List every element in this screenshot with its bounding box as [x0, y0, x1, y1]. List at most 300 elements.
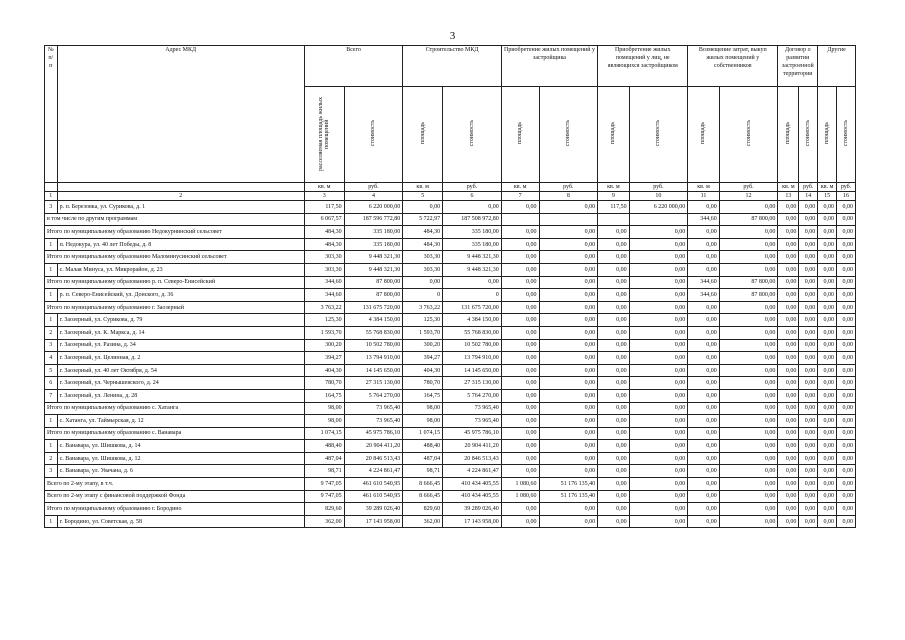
cell-value: 0,00	[501, 427, 539, 440]
row-number: 2	[45, 452, 58, 465]
header-sub	[818, 87, 837, 183]
cell-value: 0,00	[837, 276, 856, 289]
cell-value: 0,00	[403, 276, 443, 289]
column-number: 3	[304, 192, 344, 201]
cell-value: 0,00	[778, 276, 799, 289]
cell-value: 4 224 861,47	[344, 465, 403, 478]
unit-label: руб.	[719, 183, 778, 192]
cell-value: 0,00	[629, 301, 688, 314]
cell-value: 87 800,00	[344, 276, 403, 289]
cell-value: 73 965,40	[443, 402, 502, 415]
header-sub	[688, 87, 719, 183]
cell-value: 335 180,00	[443, 238, 502, 251]
cell-value: 0,00	[778, 238, 799, 251]
cell-value: 55 768 830,00	[344, 326, 403, 339]
cell-value: 0,00	[629, 440, 688, 453]
cell-value: 335 180,00	[443, 226, 502, 239]
cell-value: 362,00	[304, 515, 344, 528]
header-row-units	[45, 183, 856, 192]
cell-value: 0,00	[719, 238, 778, 251]
cell-value: 8 666,45	[403, 478, 443, 491]
cell-value: 344,60	[304, 276, 344, 289]
cell-value: 13 794 910,00	[344, 352, 403, 365]
column-number: 1	[45, 192, 58, 201]
cell-value: 0,00	[539, 301, 598, 314]
cell-value: 0,00	[818, 251, 837, 264]
cell-value: 0,00	[688, 402, 719, 415]
cell-value: 125,30	[403, 314, 443, 327]
cell-value: 487,04	[403, 452, 443, 465]
row-address: Итого по муниципальному образованию с. Хатанга	[45, 402, 305, 415]
cell-value: 335 180,00	[344, 238, 403, 251]
cell-value: 4 384 150,00	[344, 314, 403, 327]
cell-value: 0,00	[688, 238, 719, 251]
cell-value: 0,00	[799, 389, 818, 402]
cell-value: 0,00	[719, 478, 778, 491]
cell-value: 484,30	[304, 238, 344, 251]
header-num: № п/п	[45, 46, 58, 183]
table-row	[45, 364, 856, 377]
row-number: 1	[45, 263, 58, 276]
cell-value: 45 975 786,10	[344, 427, 403, 440]
cell-value: 0,00	[598, 402, 629, 415]
cell-value: 0,00	[719, 515, 778, 528]
cell-value: 0,00	[778, 263, 799, 276]
cell-value: 87 800,00	[344, 289, 403, 302]
cell-value: 45 975 786,10	[443, 427, 502, 440]
cell-value: 0,00	[719, 402, 778, 415]
cell-value: 0,00	[539, 427, 598, 440]
cell-value: 0,00	[799, 402, 818, 415]
cell-value: 0,00	[799, 352, 818, 365]
cell-value: 0,00	[688, 251, 719, 264]
unit-label: кв. м	[818, 183, 837, 192]
row-address: Всего по 2-му этапу, в т.ч.	[45, 478, 305, 491]
row-address: г. Заозерный, ул. Сурикова, д. 79	[57, 314, 304, 327]
cell-value: 164,75	[304, 389, 344, 402]
cell-value: 0,00	[688, 427, 719, 440]
cell-value: 0,00	[799, 515, 818, 528]
cell-value: 0,00	[539, 263, 598, 276]
header-sub-label: стоимость	[565, 120, 572, 147]
cell-value: 0,00	[501, 326, 539, 339]
cell-value: 0,00	[629, 389, 688, 402]
cell-value: 0,00	[688, 364, 719, 377]
cell-value: 0,00	[799, 427, 818, 440]
cell-value: 0,00	[818, 427, 837, 440]
cell-value: 0,00	[629, 377, 688, 390]
cell-value: 0	[403, 289, 443, 302]
cell-value: 4 384 150,00	[443, 314, 502, 327]
row-address: п. Недокура, ул. 40 лет Победы, д. 8	[57, 238, 304, 251]
unit-label: кв. м	[598, 183, 629, 192]
cell-value: 0,00	[719, 389, 778, 402]
header-sub-label: площадь	[517, 122, 524, 145]
cell-value: 0,00	[818, 226, 837, 239]
cell-value: 0,00	[688, 503, 719, 516]
table-row	[45, 440, 856, 453]
header-sub	[304, 87, 344, 183]
cell-value: 0,00	[778, 213, 799, 226]
row-number: 2	[45, 326, 58, 339]
cell-value: 0,00	[501, 201, 539, 214]
table-row	[45, 289, 856, 302]
cell-value: 0,00	[598, 238, 629, 251]
header-sub-label: площадь	[785, 122, 792, 145]
cell-value: 303,30	[304, 263, 344, 276]
cell-value: 0,00	[837, 503, 856, 516]
cell-value: 0,00	[719, 314, 778, 327]
cell-value: 125,30	[304, 314, 344, 327]
cell-value: 488,40	[304, 440, 344, 453]
column-number: 4	[344, 192, 403, 201]
cell-value: 0,00	[778, 389, 799, 402]
table-row	[45, 515, 856, 528]
cell-value: 484,30	[304, 226, 344, 239]
cell-value: 0,00	[629, 226, 688, 239]
row-address: с. Ванавара, ул. Шишкова, д. 14	[57, 440, 304, 453]
cell-value: 0,00	[629, 352, 688, 365]
row-number: 1	[45, 289, 58, 302]
unit-label: руб.	[799, 183, 818, 192]
cell-value: 0,00	[501, 377, 539, 390]
cell-value: 0,00	[501, 301, 539, 314]
cell-value: 0,00	[598, 276, 629, 289]
cell-value: 0,00	[799, 301, 818, 314]
cell-value: 0,00	[818, 263, 837, 276]
cell-value: 362,00	[403, 515, 443, 528]
cell-value: 3 763,22	[304, 301, 344, 314]
table-row	[45, 352, 856, 365]
cell-value: 0,00	[598, 314, 629, 327]
cell-value: 17 143 958,00	[344, 515, 403, 528]
cell-value: 0,00	[501, 314, 539, 327]
table-row	[45, 301, 856, 314]
cell-value: 410 434 405,55	[443, 478, 502, 491]
cell-value: 0,00	[688, 440, 719, 453]
cell-value: 0,00	[539, 503, 598, 516]
row-address: г. Бородино, ул. Советская, д. 58	[57, 515, 304, 528]
row-number: 4	[45, 352, 58, 365]
table-row	[45, 503, 856, 516]
cell-value: 0,00	[501, 226, 539, 239]
cell-value: 0,00	[598, 326, 629, 339]
cell-value: 404,30	[403, 364, 443, 377]
cell-value: 0,00	[539, 339, 598, 352]
cell-value: 0,00	[799, 364, 818, 377]
cell-value: 0,00	[501, 339, 539, 352]
cell-value: 0,00	[688, 339, 719, 352]
column-number: 10	[629, 192, 688, 201]
row-address: Итого по муниципальному образованию Маломинусинский сельсовет	[45, 251, 305, 264]
cell-value: 0,00	[799, 213, 818, 226]
cell-value: 14 145 650,00	[443, 364, 502, 377]
cell-value: 0,00	[598, 251, 629, 264]
cell-value: 0,00	[629, 490, 688, 503]
cell-value: 829,60	[304, 503, 344, 516]
cell-value: 6 067,57	[304, 213, 344, 226]
cell-value: 10 502 780,00	[443, 339, 502, 352]
cell-value: 0,00	[629, 314, 688, 327]
cell-value: 187 508 972,80	[443, 213, 502, 226]
cell-value: 0,00	[778, 515, 799, 528]
unit-label: кв. м	[403, 183, 443, 192]
cell-value: 0,00	[688, 301, 719, 314]
table-row	[45, 465, 856, 478]
cell-value: 0,00	[501, 276, 539, 289]
cell-value: 0,00	[837, 402, 856, 415]
cell-value: 1 074,15	[304, 427, 344, 440]
cell-value: 0,00	[539, 515, 598, 528]
cell-value: 0,00	[818, 478, 837, 491]
cell-value: 0,00	[719, 263, 778, 276]
cell-value: 0,00	[799, 440, 818, 453]
cell-value: 0,00	[837, 213, 856, 226]
cell-value: 0,00	[598, 389, 629, 402]
cell-value: 0,00	[799, 276, 818, 289]
column-number: 9	[598, 192, 629, 201]
cell-value: 4 224 861,47	[443, 465, 502, 478]
header-sub-label: стоимость	[655, 120, 662, 147]
column-number: 11	[688, 192, 719, 201]
cell-value: 117,50	[304, 201, 344, 214]
cell-value: 0,00	[629, 238, 688, 251]
cell-value: 394,27	[403, 352, 443, 365]
cell-value: 0,00	[778, 440, 799, 453]
cell-value: 0,00	[778, 377, 799, 390]
cell-value: 20 846 513,43	[443, 452, 502, 465]
cell-value: 98,71	[304, 465, 344, 478]
row-address: с. Малая Минуса, ул. Микрорайон, д. 23	[57, 263, 304, 276]
cell-value: 0,00	[688, 490, 719, 503]
cell-value: 20 846 513,43	[344, 452, 403, 465]
cell-value: 9 747,05	[304, 490, 344, 503]
cell-value: 0,00	[688, 478, 719, 491]
cell-value: 0,00	[837, 364, 856, 377]
cell-value: 0,00	[778, 427, 799, 440]
cell-value: 0,00	[598, 364, 629, 377]
cell-value: 0,00	[688, 415, 719, 428]
header-sub	[799, 87, 818, 183]
cell-value	[501, 213, 539, 226]
cell-value: 0,00	[598, 339, 629, 352]
cell-value: 117,50	[598, 201, 629, 214]
cell-value: 0,00	[818, 364, 837, 377]
cell-value: 0,00	[403, 201, 443, 214]
cell-value: 5 764 270,00	[443, 389, 502, 402]
column-number: 12	[719, 192, 778, 201]
cell-value: 0,00	[818, 415, 837, 428]
cell-value: 87 800,00	[719, 213, 778, 226]
cell-value: 0,00	[818, 201, 837, 214]
cell-value: 0,00	[688, 201, 719, 214]
cell-value: 0,00	[629, 465, 688, 478]
table-row	[45, 326, 856, 339]
cell-value: 0,00	[539, 364, 598, 377]
cell-value: 0,00	[799, 201, 818, 214]
cell-value: 73 965,40	[344, 402, 403, 415]
cell-value: 0,00	[598, 452, 629, 465]
cell-value: 0,00	[778, 465, 799, 478]
cell-value: 0,00	[719, 490, 778, 503]
column-number: 7	[501, 192, 539, 201]
unit-label: руб.	[629, 183, 688, 192]
cell-value: 0,00	[799, 415, 818, 428]
cell-value: 10 502 780,00	[344, 339, 403, 352]
cell-value: 410 434 405,55	[443, 490, 502, 503]
row-address: г. Заозерный, ул. Ленина, д. 28	[57, 389, 304, 402]
cell-value: 404,30	[304, 364, 344, 377]
cell-value: 0,00	[837, 478, 856, 491]
cell-value: 0,00	[837, 301, 856, 314]
cell-value: 780,70	[403, 377, 443, 390]
header-sub-label: площадь	[610, 122, 617, 145]
cell-value: 0,00	[719, 251, 778, 264]
cell-value: 0,00	[799, 339, 818, 352]
unit-label: кв. м	[778, 183, 799, 192]
cell-value	[598, 213, 629, 226]
row-number: 5	[45, 364, 58, 377]
cell-value: 0,00	[688, 352, 719, 365]
cell-value: 164,75	[403, 389, 443, 402]
cell-value: 0,00	[598, 440, 629, 453]
cell-value: 0,00	[688, 452, 719, 465]
cell-value: 0,00	[598, 377, 629, 390]
cell-value: 0,00	[629, 452, 688, 465]
cell-value: 0,00	[501, 364, 539, 377]
cell-value: 0,00	[778, 201, 799, 214]
row-number: 3	[45, 465, 58, 478]
unit-label: кв. м	[304, 183, 344, 192]
cell-value: 0,00	[719, 364, 778, 377]
cell-value: 0,00	[778, 314, 799, 327]
cell-value: 0,00	[778, 226, 799, 239]
cell-value: 0,00	[799, 478, 818, 491]
cell-value: 0,00	[688, 515, 719, 528]
cell-value: 487,04	[304, 452, 344, 465]
cell-value: 6 220 000,00	[629, 201, 688, 214]
header-sub	[344, 87, 403, 183]
cell-value: 0,00	[539, 440, 598, 453]
row-address: г. Заозерный, ул. Целинная, д. 2	[57, 352, 304, 365]
cell-value: 9 448 321,30	[344, 263, 403, 276]
cell-value: 55 768 830,00	[443, 326, 502, 339]
row-address: г. Заозерный, ул. Разина, д. 34	[57, 339, 304, 352]
cell-value: 0,00	[539, 238, 598, 251]
header-sub	[539, 87, 598, 183]
cell-value: 0,00	[629, 478, 688, 491]
unit-label: руб.	[837, 183, 856, 192]
table-row	[45, 452, 856, 465]
cell-value: 0,00	[837, 427, 856, 440]
cell-value: 0,00	[539, 465, 598, 478]
table-row	[45, 377, 856, 390]
cell-value: 0,00	[539, 289, 598, 302]
row-number: 1	[45, 238, 58, 251]
row-number: 7	[45, 389, 58, 402]
cell-value: 0,00	[778, 503, 799, 516]
cell-value: 0,00	[818, 339, 837, 352]
unit-label: руб.	[539, 183, 598, 192]
row-address: Итого по муниципальному образованию Недокурнинский сельсовет	[45, 226, 305, 239]
cell-value: 98,00	[304, 415, 344, 428]
cell-value: 0,00	[837, 515, 856, 528]
cell-value: 131 675 720,00	[443, 301, 502, 314]
cell-value: 344,60	[688, 213, 719, 226]
cell-value: 0,00	[539, 314, 598, 327]
cell-value: 3 763,22	[403, 301, 443, 314]
cell-value: 0,00	[778, 301, 799, 314]
cell-value: 6 220 000,00	[344, 201, 403, 214]
cell-value: 488,40	[403, 440, 443, 453]
cell-value: 98,00	[304, 402, 344, 415]
table-row	[45, 238, 856, 251]
cell-value: 0,00	[778, 289, 799, 302]
cell-value: 0,00	[501, 452, 539, 465]
column-number: 5	[403, 192, 443, 201]
header-sub	[837, 87, 856, 183]
cell-value: 0,00	[501, 389, 539, 402]
cell-value: 0,00	[629, 276, 688, 289]
cell-value: 0,00	[837, 201, 856, 214]
cell-value: 394,27	[304, 352, 344, 365]
header-sub	[598, 87, 629, 183]
cell-value: 0,00	[539, 276, 598, 289]
cell-value: 39 289 026,40	[344, 503, 403, 516]
unit-label: кв. м	[688, 183, 719, 192]
cell-value: 0,00	[818, 503, 837, 516]
cell-value: 0,00	[539, 226, 598, 239]
cell-value: 5 722,97	[403, 213, 443, 226]
cell-value: 0,00	[688, 377, 719, 390]
cell-value: 829,60	[403, 503, 443, 516]
cell-value	[539, 213, 598, 226]
header-sub-label: стоимость	[745, 120, 752, 147]
cell-value: 98,00	[403, 402, 443, 415]
cell-value: 300,20	[403, 339, 443, 352]
header-sub	[719, 87, 778, 183]
table-row	[45, 263, 856, 276]
cell-value: 0,00	[778, 352, 799, 365]
header-sub-label: площадь	[419, 122, 426, 145]
cell-value	[629, 213, 688, 226]
cell-value: 14 145 650,00	[344, 364, 403, 377]
row-address: г. Заозерный, ул. К. Маркса, д. 14	[57, 326, 304, 339]
cell-value: 0,00	[501, 465, 539, 478]
cell-value: 0,00	[719, 503, 778, 516]
cell-value: 0,00	[837, 238, 856, 251]
header-sub-label: стоимость	[370, 120, 377, 147]
table-row	[45, 389, 856, 402]
cell-value: 20 904 411,20	[344, 440, 403, 453]
cell-value: 0,00	[818, 402, 837, 415]
cell-value: 0,00	[837, 415, 856, 428]
row-number: 1	[45, 515, 58, 528]
cell-value: 0,00	[778, 364, 799, 377]
cell-value: 0,00	[719, 440, 778, 453]
header-group: Всего	[304, 46, 402, 87]
cell-value: 0,00	[688, 465, 719, 478]
cell-value: 0,00	[598, 427, 629, 440]
cell-value: 0	[443, 289, 502, 302]
header-sub	[443, 87, 502, 183]
cell-value: 87 800,00	[719, 276, 778, 289]
cell-value: 0,00	[778, 326, 799, 339]
header-sub-label: расселяемая площадь жилых помещений	[318, 96, 331, 171]
cell-value: 0,00	[501, 251, 539, 264]
cell-value: 13 794 910,00	[443, 352, 502, 365]
cell-value: 0,00	[799, 503, 818, 516]
